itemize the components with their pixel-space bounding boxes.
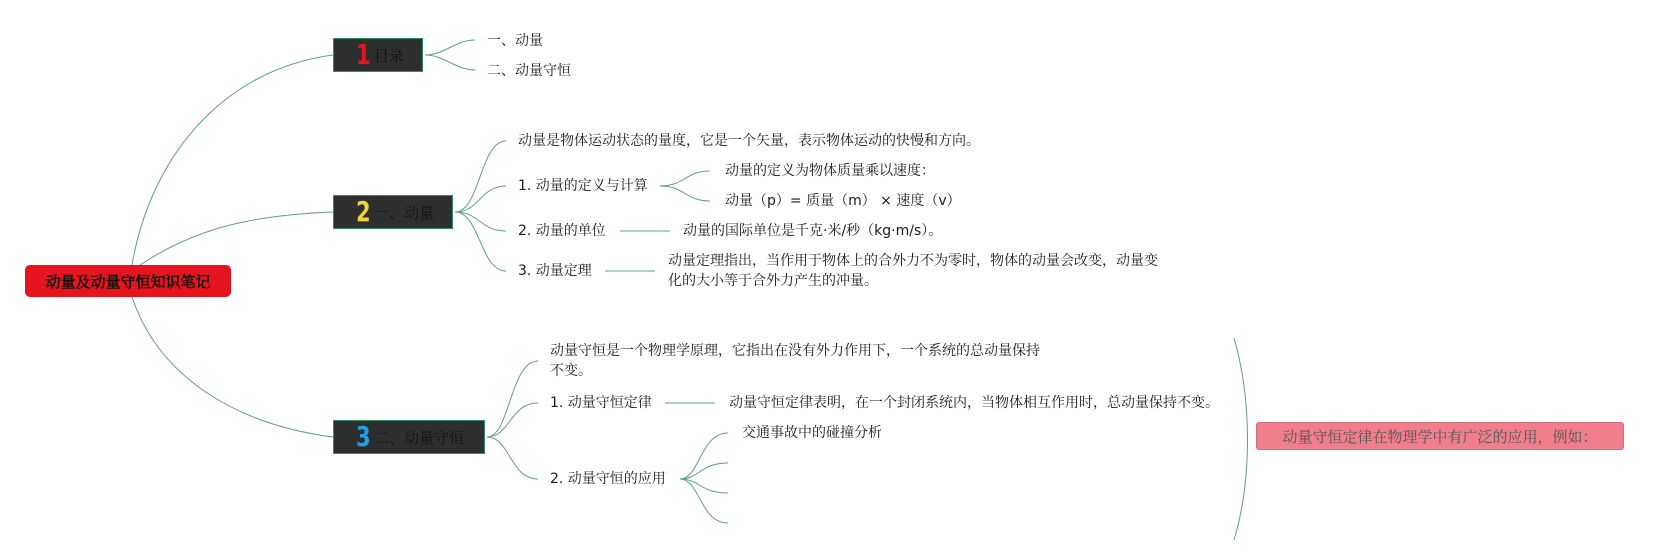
definition-detail[interactable]: 动量的定义为物体质量乘以速度： xyxy=(725,163,935,179)
contents-item-momentum[interactable]: 一、动量 xyxy=(487,33,543,49)
contents-item-conservation[interactable]: 二、动量守恒 xyxy=(487,63,571,79)
summary-callout[interactable] xyxy=(1256,422,1624,450)
topic-momentum[interactable] xyxy=(333,195,453,229)
topic-label: 目录 xyxy=(374,46,405,65)
topic-contents[interactable] xyxy=(333,38,423,72)
topic-number-2: 2 xyxy=(356,195,371,228)
topic-number-3: 3 xyxy=(356,420,371,453)
subtopic-applications[interactable]: 2. 动量守恒的应用 xyxy=(550,471,666,487)
formula-detail[interactable]: 动量（p）= 质量（m） × 速度（v） xyxy=(725,193,961,209)
application-collision[interactable]: 交通事故中的碰撞分析 xyxy=(742,425,882,441)
topic-conservation[interactable] xyxy=(333,420,485,454)
unit-detail[interactable]: 动量的国际单位是千克·米/秒（kg·m/s）。 xyxy=(683,223,943,239)
topic-number-1: 1 xyxy=(356,38,371,71)
topic-label: 二、动量守恒 xyxy=(374,428,465,447)
subtopic-unit[interactable]: 2. 动量的单位 xyxy=(518,223,606,239)
root-topic-label: 动量及动量守恒知识笔记 xyxy=(45,272,211,291)
theorem-detail[interactable]: 动量定理指出，当作用于物体上的合外力不为零时，物体的动量会改变，动量变化的大小等于合外力产生的冲量。 xyxy=(668,253,1158,289)
root-topic[interactable] xyxy=(25,265,231,297)
topic-label: 一、动量 xyxy=(374,203,435,222)
subtopic-theorem[interactable]: 3. 动量定理 xyxy=(518,263,592,279)
subtopic-definition[interactable]: 1. 动量的定义与计算 xyxy=(518,178,648,194)
callout-label: 动量守恒定律在物理学中有广泛的应用，例如： xyxy=(1282,427,1598,446)
momentum-intro[interactable]: 动量是物体运动状态的量度，它是一个矢量，表示物体运动的快慢和方向。 xyxy=(518,133,980,149)
subtopic-conservation-law[interactable]: 1. 动量守恒定律 xyxy=(550,395,652,411)
conservation-law-detail[interactable]: 动量守恒定律表明，在一个封闭系统内，当物体相互作用时，总动量保持不变。 xyxy=(729,395,1219,411)
conservation-intro[interactable]: 动量守恒是一个物理学原理，它指出在没有外力作用下，一个系统的总动量保持不变。 xyxy=(550,343,1040,379)
